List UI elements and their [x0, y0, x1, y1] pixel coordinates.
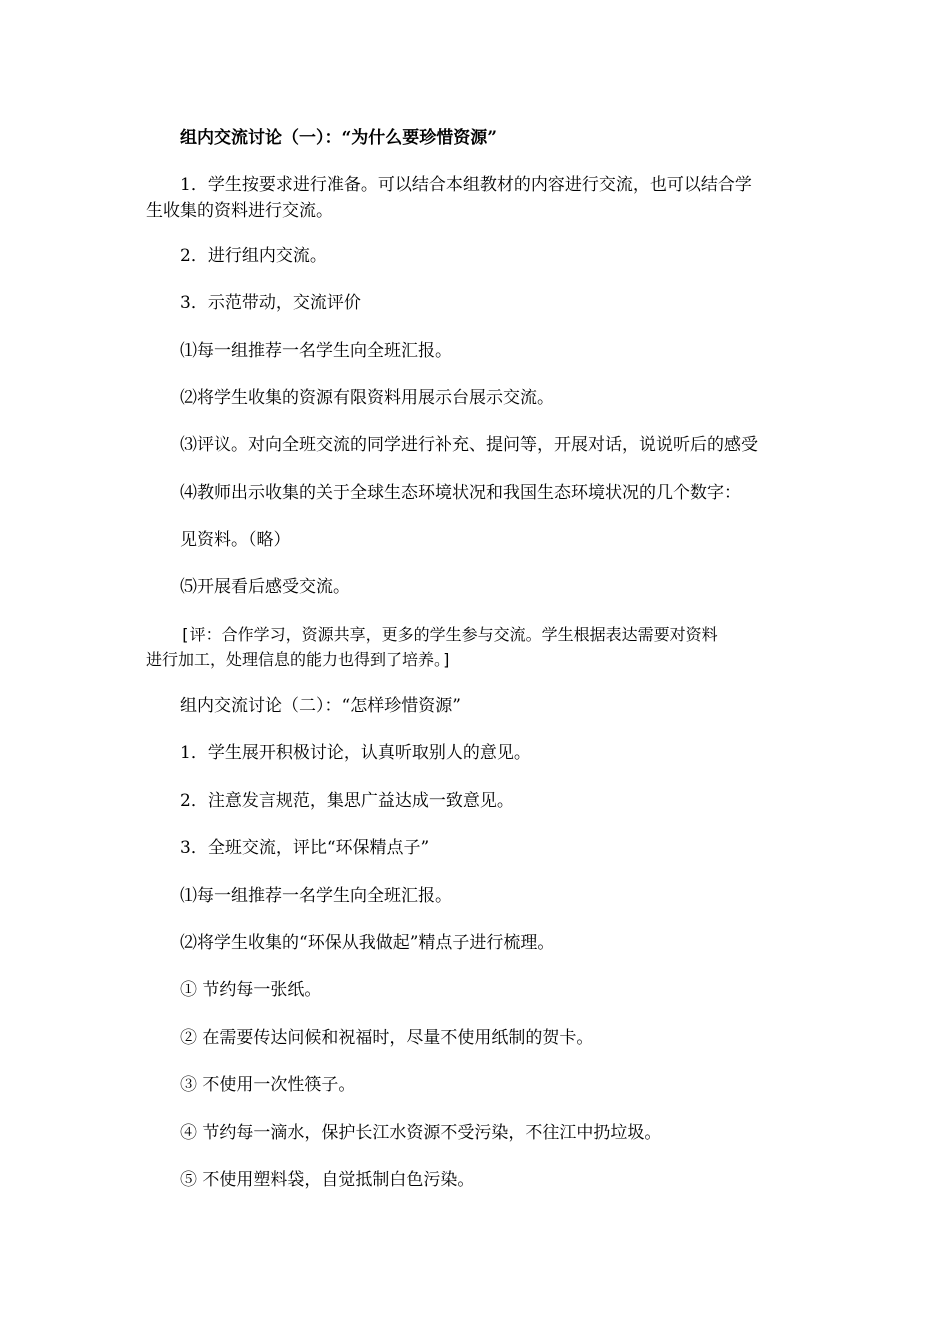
- section1-title: 组内交流讨论（一）：“为什么要珍惜资源”: [180, 128, 498, 148]
- section2-tip3: ③ 不使用一次性筷子。: [180, 1075, 356, 1095]
- section2-tip2: ② 在需要传达问候和祝福时，尽量不使用纸制的贺卡。: [180, 1028, 594, 1048]
- section1-sub2: ⑵将学生收集的资源有限资料用展示台展示交流。: [180, 388, 554, 408]
- section1-sub4: ⑷教师出示收集的关于全球生态环境状况和我国生态环境状况的几个数字：: [180, 483, 741, 503]
- section1-item1-line1: 1．学生按要求进行准备。可以结合本组教材的内容进行交流，也可以结合学: [180, 175, 752, 195]
- section2-title: 组内交流讨论（二）：“怎样珍惜资源”: [180, 696, 461, 716]
- section2-tip1: ① 节约每一张纸。: [180, 980, 322, 1000]
- section2-tip5: ⑤ 不使用塑料袋，自觉抵制白色污染。: [180, 1170, 475, 1190]
- section1-sub5: ⑸开展看后感受交流。: [180, 577, 350, 597]
- section2-item1: 1．学生展开积极讨论，认真听取别人的意见。: [180, 743, 531, 763]
- section1-comment-line2: 进行加工，处理信息的能力也得到了培养。]: [146, 650, 452, 669]
- section2-item2: 2．注意发言规范，集思广益达成一致意见。: [180, 791, 514, 811]
- section1-sub4-continued: 见资料。（略）: [180, 530, 291, 550]
- section2-tip4: ④ 节约每一滴水，保护长江水资源不受污染，不往江中扔垃圾。: [180, 1123, 662, 1143]
- section1-item3: 3．示范带动，交流评价: [180, 293, 361, 313]
- section2-sub1: ⑴每一组推荐一名学生向全班汇报。: [180, 886, 452, 906]
- section1-comment-line1: [评：合作学习，资源共享，更多的学生参与交流。学生根据表达需要对资料: [180, 625, 718, 644]
- section1-item1-line2: 生收集的资料进行交流。: [146, 201, 333, 221]
- section2-sub2: ⑵将学生收集的“环保从我做起”精点子进行梳理。: [180, 933, 555, 953]
- section1-sub3: ⑶评议。对向全班交流的同学进行补充、提问等，开展对话，说说听后的感受: [180, 435, 758, 455]
- section2-item3: 3．全班交流，评比“环保精点子”: [180, 838, 430, 858]
- section1-sub1: ⑴每一组推荐一名学生向全班汇报。: [180, 341, 452, 361]
- section1-item2: 2．进行组内交流。: [180, 246, 327, 266]
